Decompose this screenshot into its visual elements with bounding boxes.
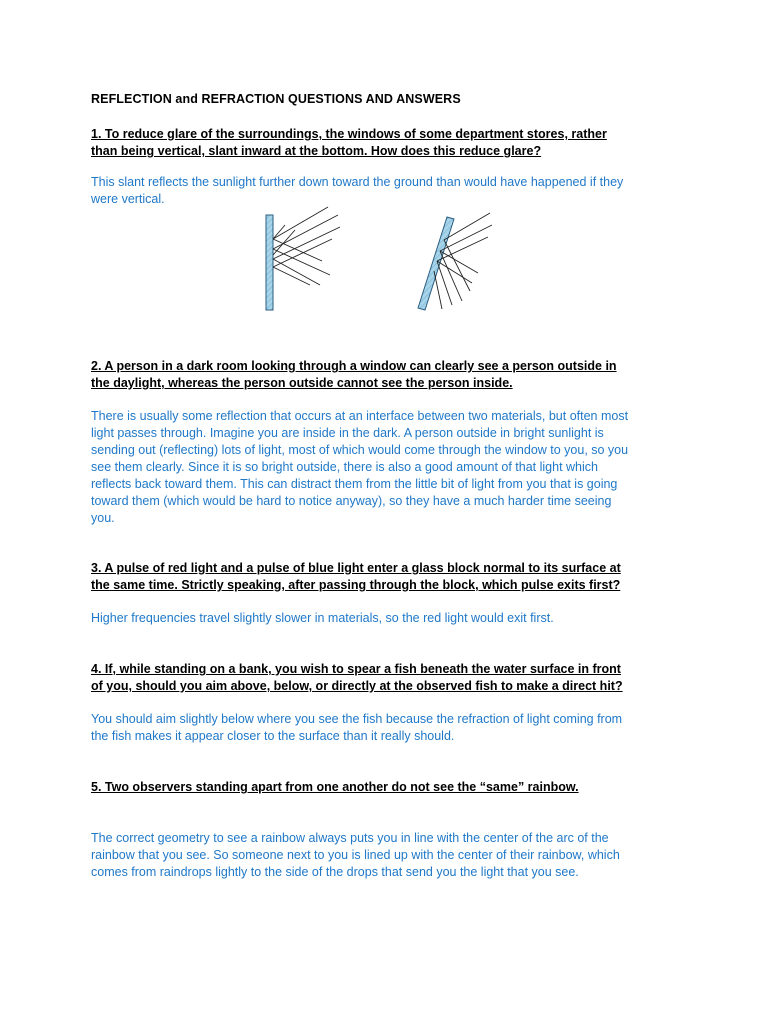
- answer-2: There is usually some reflection that occurs at an interface between two materials, but often most light passes through. Imagine you are inside in the dark. A person outside in bright sunlight is sending out (reflecting) lots of light, most of which would come through the window to you, so you see them clearly. Since it is so bright outside, there is also a good amount of that light which reflects back toward them. This can distract them from the little bit of light from you that is going toward them (which would be hard to notice anyway), so they have a much harder time seeing you.: [91, 409, 629, 525]
- window-reflection-figure: [240, 205, 500, 320]
- answer-5: The correct geometry to see a rainbow always puts you in line with the center of the arc of the rainbow that you see. So someone next to you is lined up with the center of their rainbow, which comes from raindrops lightly to the side of the drops that send you the light that you see.: [91, 831, 620, 879]
- vertical-window-diagram: [266, 207, 340, 310]
- question-2: 2. A person in a dark room looking through a window can clearly see a person outside in the daylight, whereas the person outside cannot see the person inside.: [91, 359, 617, 390]
- slanted-window-diagram: [418, 213, 492, 310]
- question-3: 3. A pulse of red light and a pulse of blue light enter a glass block normal to its surface at the same time. Strictly speaking, after passing through the block, which pulse exits first?: [91, 561, 621, 592]
- question-1: 1. To reduce glare of the surroundings, the windows of some department stores, rather than being vertical, slant inward at the bottom. How does this reduce glare?: [91, 127, 607, 158]
- question-4: 4. If, while standing on a bank, you wish to spear a fish beneath the water surface in front of you, should you aim above, below, or directly at the observed fish to make a direct hit?: [91, 662, 623, 693]
- answer-3: Higher frequencies travel slightly slower in materials, so the red light would exit first.: [91, 611, 554, 625]
- document-title: REFLECTION and REFRACTION QUESTIONS AND ANSWERS: [91, 92, 461, 106]
- answer-1: This slant reflects the sunlight further down toward the ground than would have happened if they were vertical.: [91, 175, 624, 206]
- answer-4: You should aim slightly below where you see the fish because the refraction of light coming from the fish makes it appear closer to the surface than it really should.: [91, 712, 623, 743]
- question-5: 5. Two observers standing apart from one another do not see the “same” rainbow.: [91, 780, 579, 794]
